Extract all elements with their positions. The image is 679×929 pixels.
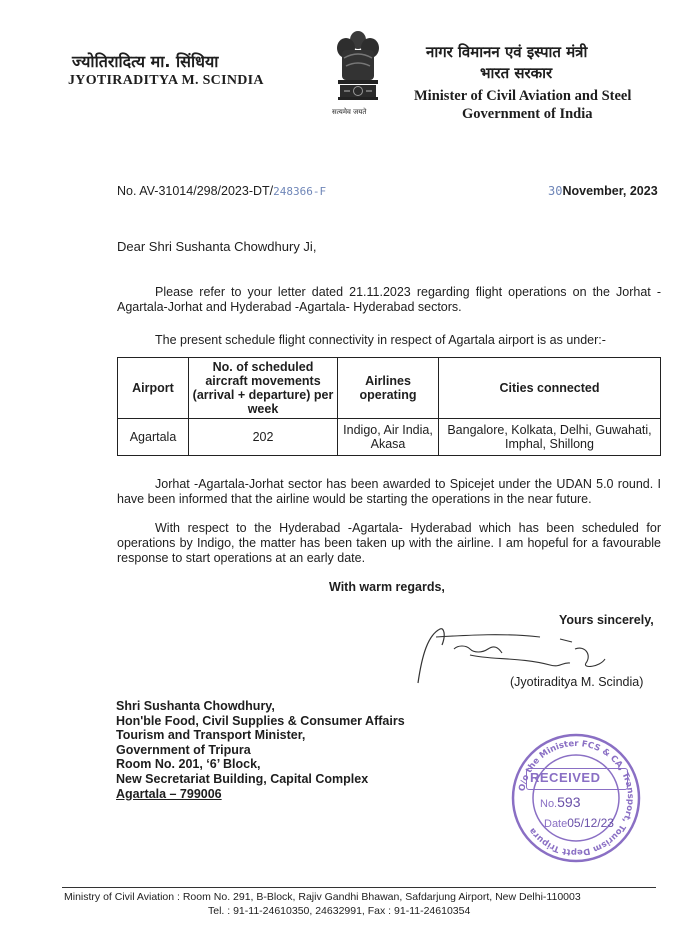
- paragraph-4: With respect to the Hyderabad -Agartala- Hyderabad which has been scheduled for operations by Indigo, the matter has been taken up with the airline. I am hopeful for a favourable response to start operations at an early date.: [117, 521, 661, 565]
- salutation: Dear Shri Sushanta Chowdhury Ji,: [117, 239, 317, 254]
- addressee-line: Shri Sushanta Chowdhury,: [116, 699, 275, 713]
- stamp-date-value: 05/12/23: [567, 816, 614, 830]
- stamp-number: [540, 794, 580, 810]
- received-stamp: [510, 732, 642, 864]
- reference-number-handwritten: 248366-F: [273, 185, 327, 198]
- left-name-hindi: ज्योतिरादित्य मा. सिंधिया: [72, 52, 219, 71]
- stamp-number-label: No.: [540, 798, 558, 810]
- table-header: No. of scheduled aircraft movements (arrival + departure) per week: [189, 358, 338, 419]
- right-title-hindi: नागर विमानन एवं इस्पात मंत्री: [426, 43, 588, 61]
- stamp-date-label: Date: [544, 818, 568, 830]
- date-printed: November, 2023: [562, 184, 658, 198]
- left-name-english: JYOTIRADITYA M. SCINDIA: [68, 73, 264, 88]
- right-gov-hindi: भारत सरकार: [480, 64, 553, 82]
- national-emblem: [330, 28, 386, 120]
- addressee-line: Tourism and Transport Minister,: [116, 728, 306, 743]
- table-header: Airlines operating: [338, 358, 439, 419]
- addressee-block: [116, 699, 405, 801]
- stamp-received: RECEIVED: [530, 770, 601, 785]
- paragraph-2: The present schedule flight connectivity in respect of Agartala airport is as under:-: [155, 333, 606, 347]
- stamp-date: [544, 816, 614, 830]
- table-header: Airport: [118, 358, 189, 419]
- warm-regards: With warm regards,: [329, 580, 445, 594]
- paragraph-1: Please refer to your letter dated 21.11.2023 regarding flight operations on the Jorhat - Agartala-Jorhat and Hyderabad -Agartala- Hyderabad sectors.: [117, 285, 661, 314]
- footer-contact: Tel. : 91-11-24610350, 24632991, Fax : 91-11-24610354: [208, 905, 471, 917]
- date-handwritten: 30: [548, 184, 563, 198]
- yours-sincerely: Yours sincerely,: [559, 613, 654, 627]
- addressee-line: Room No. 201, ‘6’ Block,: [116, 757, 261, 772]
- stamp-number-value: 593: [557, 794, 581, 810]
- right-title-english: Minister of Civil Aviation and Steel: [414, 88, 632, 104]
- addressee-line: Hon'ble Food, Civil Supplies & Consumer Affairs: [116, 713, 405, 728]
- table-cell: Indigo, Air India, Akasa: [338, 419, 439, 456]
- table-header-row: [118, 358, 661, 419]
- reference-number-printed: No. AV-31014/298/2023-DT/: [117, 184, 274, 198]
- table-row: [118, 419, 661, 456]
- table-cell: Agartala: [118, 419, 189, 456]
- ashoka-lion-emblem-icon: [330, 28, 386, 106]
- emblem-motto: सत्यमेव जयते: [332, 108, 367, 116]
- right-gov-english: Government of India: [462, 106, 593, 122]
- table-cell: 202: [189, 419, 338, 456]
- footer-divider: [62, 887, 656, 888]
- reference-number: [117, 184, 326, 198]
- paragraph-3: Jorhat -Agartala-Jorhat sector has been awarded to Spicejet under the UDAN 5.0 round. I have been informed that the airline would be starting the operations in the near future.: [117, 477, 661, 506]
- addressee-line: New Secretariat Building, Capital Complex: [116, 771, 369, 786]
- signatory-name: (Jyotiraditya M. Scindia): [510, 675, 644, 689]
- stamp-ring-text: O/o the Minister FCS & CA, Transport, Tourism Deptt Tripura: [517, 738, 636, 858]
- addressee-line: Agartala – 799006: [116, 786, 222, 801]
- flight-schedule-table: [117, 357, 661, 456]
- addressee-line: Government of Tripura: [116, 742, 251, 757]
- table-cell: Bangalore, Kolkata, Delhi, Guwahati, Imphal, Shillong: [439, 419, 661, 456]
- letter-date: [548, 184, 658, 198]
- footer-address: Ministry of Civil Aviation : Room No. 291, B-Block, Rajiv Gandhi Bhawan, Safdarjung Airport, New Delhi-110003: [64, 891, 581, 903]
- table-header: Cities connected: [439, 358, 661, 419]
